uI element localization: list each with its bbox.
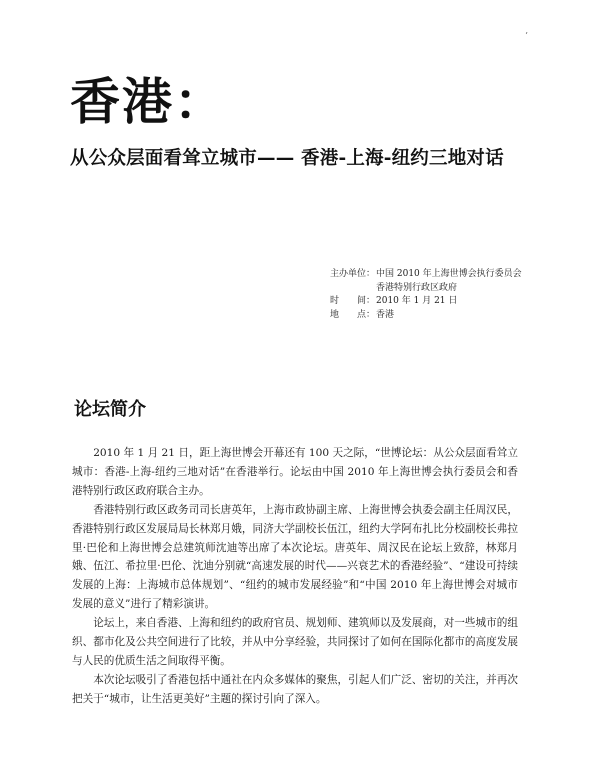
organizer-label-2 <box>330 282 376 296</box>
body-paragraph: 论坛上，来自香港、上海和纽约的政府官员、规划师、建筑师以及发展商，对一些城市的组织、都市化及公共空间进行了比较，并从中分享经验，共同探讨了如何在国际化都市的高度发展与人民的优质生活之间取得平衡。 <box>72 617 518 667</box>
organizer-row <box>330 268 522 282</box>
page-title: 香港： <box>70 72 226 131</box>
page-subtitle: 从公众层面看耸立城市—— 香港-上海-纽约三地对话 <box>70 148 504 169</box>
date-label: 时 间： <box>330 296 376 306</box>
body-paragraph: 香港特别行政区政务司司长唐英年，上海市政协副主席、上海世博会执委会副主任周汉民，香港特别行政区发展局局长林郑月娥，同济大学副校长伍江，纽约大学阿布扎比分校副校长弗拉里·巴伦和上海世博会总建筑师沈迪等出席了本次论坛。唐英年、周汉民在论坛上致辞，林郑月娥、伍江、希拉里·巴伦、沈迪分别就“高速发展的时代——兴衰艺术的香港经验”、“建设可持续发展的上海：上海城市总体规划”、“纽约的城市发展经验”和“中国 2010 年上海世博会对城市发展的意义”进行了精彩演讲。 <box>72 503 518 611</box>
location-label: 地 点： <box>330 309 376 320</box>
location-row <box>330 309 522 323</box>
date-value: 2010 年 1 月 21 日 <box>376 296 458 306</box>
section-heading: 论坛简介 <box>74 399 146 420</box>
organizer-value: 中国 2010 年上海世博会执行委员会 <box>376 269 522 279</box>
date-row <box>330 295 522 309</box>
corner-mark: , <box>525 26 528 35</box>
body-paragraph: 2010 年 1 月 21 日，距上海世博会开幕还有 100 天之际，“世博论坛：从公众层面看耸立城市：香港-上海-纽约三地对话”在香港举行。论坛由中国 2010 年上海世博会执行委员会和香港特别行政区政府联合主办。 <box>72 447 518 497</box>
organizer-row-2 <box>330 282 522 296</box>
organizer-value-2: 香港特别行政区政府 <box>376 282 458 293</box>
forum-intro-body <box>72 444 518 709</box>
location-value: 香港 <box>376 309 395 320</box>
body-paragraph: 本次论坛吸引了香港包括中通社在内众多媒体的聚焦，引起人们广泛、密切的关注，并再次把关于“城市，让生活更美好”主题的探讨引向了深入。 <box>72 673 518 705</box>
organizer-label: 主办单位： <box>330 269 376 279</box>
event-info-block <box>330 268 522 322</box>
